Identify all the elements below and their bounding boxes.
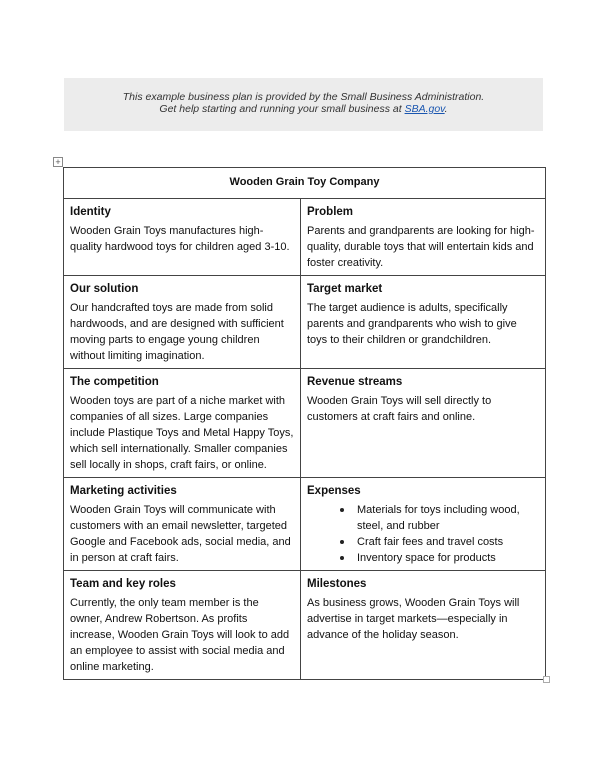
target-market-cell (301, 276, 546, 369)
business-plan-table (63, 167, 546, 680)
team-body: Currently, the only team member is the owner, Andrew Robertson. As profits increase, Wooden Grain Toys will look to add an employee to assist with social media and online marketing. (70, 597, 290, 673)
marketing-body: Wooden Grain Toys will communicate with customers with an email newsletter, targeted Google and Facebook ads, social media, and in person at craft fairs. (70, 504, 291, 564)
team-heading: Team and key roles (70, 578, 176, 590)
milestones-body: As business grows, Wooden Grain Toys will advertise in target markets—especially in advance of the holiday season. (307, 597, 520, 641)
marketing-heading: Marketing activities (70, 485, 177, 497)
competition-body: Wooden toys are part of a niche market with companies of all sizes. Large companies include Plastique Toys and Metal Happy Toys, which sell internationally. Smaller companies sell locally in shops, craft fairs, or online. (70, 395, 294, 471)
target-market-body: The target audience is adults, specifically parents and grandparents who wish to give toys to their children or grandchildren. (307, 302, 517, 346)
milestones-cell (301, 571, 546, 680)
revenue-cell (301, 369, 546, 478)
revenue-heading: Revenue streams (307, 376, 403, 388)
competition-cell (64, 369, 301, 478)
expenses-heading: Expenses (307, 485, 361, 497)
problem-heading: Problem (307, 206, 354, 218)
banner-line-1: This example business plan is provided by the Small Business Administration. (122, 91, 485, 103)
marketing-cell (64, 478, 301, 571)
company-title: Wooden Grain Toy Company (64, 168, 546, 199)
identity-cell (64, 199, 301, 276)
solution-cell (64, 276, 301, 369)
expenses-cell (301, 478, 546, 571)
problem-cell (301, 199, 546, 276)
sba-link[interactable]: SBA.gov (404, 103, 445, 115)
target-market-heading: Target market (307, 283, 383, 295)
problem-body: Parents and grandparents are looking for high-quality, durable toys that will entertain kids and foster creativity. (307, 225, 535, 269)
identity-body: Wooden Grain Toys manufactures high-quality hardwood toys for children aged 3-10. (70, 225, 290, 253)
table-resize-handle-icon[interactable] (543, 676, 550, 683)
move-handle-icon[interactable]: + (53, 157, 63, 167)
expense-item: Materials for toys including wood, steel, and rubber (343, 502, 539, 534)
solution-heading: Our solution (70, 283, 139, 295)
expense-item: Craft fair fees and travel costs (343, 534, 539, 550)
expenses-list (307, 502, 539, 566)
sba-notice-banner (64, 78, 543, 131)
solution-body: Our handcrafted toys are made from solid hardwoods, and are designed with sufficient moving parts to engage young children without limiting imagination. (70, 302, 284, 362)
team-cell (64, 571, 301, 680)
identity-heading: Identity (70, 206, 111, 218)
milestones-heading: Milestones (307, 578, 367, 590)
revenue-body: Wooden Grain Toys will sell directly to customers at craft fairs and online. (307, 395, 492, 423)
competition-heading: The competition (70, 376, 159, 388)
banner-line-2: Get help starting and running your small business at SBA.gov. (159, 103, 448, 115)
expense-item: Inventory space for products (343, 550, 539, 566)
